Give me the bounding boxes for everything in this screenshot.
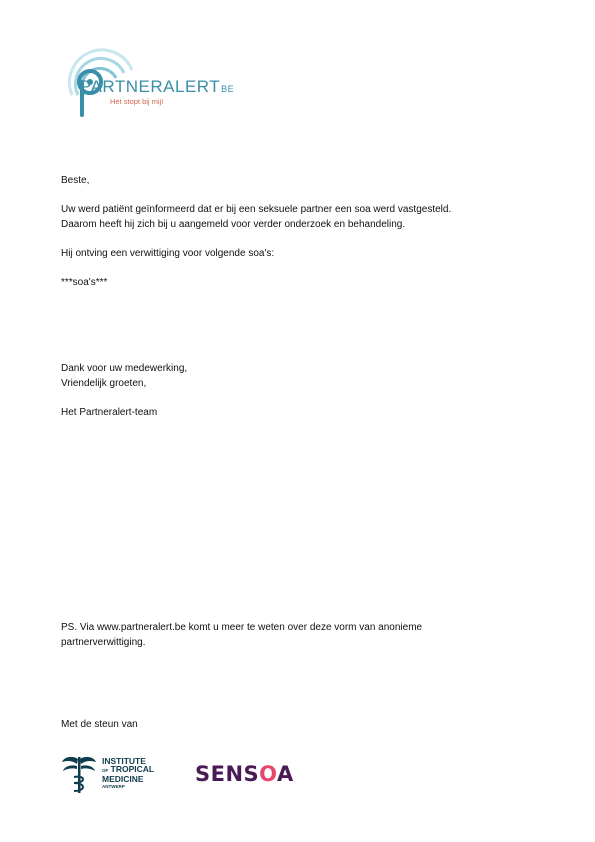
soa-placeholder: ***soa's*** [61,276,108,288]
ps-line-2: partnerverwittiging. [61,636,146,648]
itm-line-1: INSTITUTE [102,756,146,766]
itm-line-4: ANTWERP [102,784,125,789]
sensoa-part-2: O [259,762,277,786]
sensoa-logo [195,762,294,786]
letter-line-3: Hij ontving een verwittiging voor volgende soa's: [61,247,275,259]
itm-wordmark [102,757,154,791]
letter-body [61,174,541,420]
letter-line-2: Daarom heeft hij zich bij u aangemeld voor verder onderzoek en behandeling. [61,218,406,230]
itm-line-3: MEDICINE [102,774,144,784]
sensoa-part-3: A [276,762,294,786]
letter-line-1: Uw werd patiënt geïnformeerd dat er bij een seksuele partner een soa werd vastgesteld. [61,204,452,215]
logo-tagline: Het stopt bij mij! [110,97,164,106]
logo-wordmark [80,78,234,95]
regards-line: Vriendelijk groeten, [61,377,147,389]
logo-tld: BE [221,84,235,94]
support-label: Met de steun van [61,719,138,730]
logo-name: PARTNERALERT [80,77,221,96]
greeting: Beste, [61,175,90,186]
itm-line-2-small: OF [102,768,109,773]
postscript [61,621,481,650]
ps-line-1: PS. Via www.partneralert.be komt u meer te weten over deze vorm van anonieme [61,622,423,633]
sensoa-part-1: SENS [195,762,260,786]
signature: Het Partneralert-team [61,406,158,418]
thanks-line: Dank voor uw medewerking, [61,363,188,374]
itm-line-2: TROPICAL [110,764,155,774]
